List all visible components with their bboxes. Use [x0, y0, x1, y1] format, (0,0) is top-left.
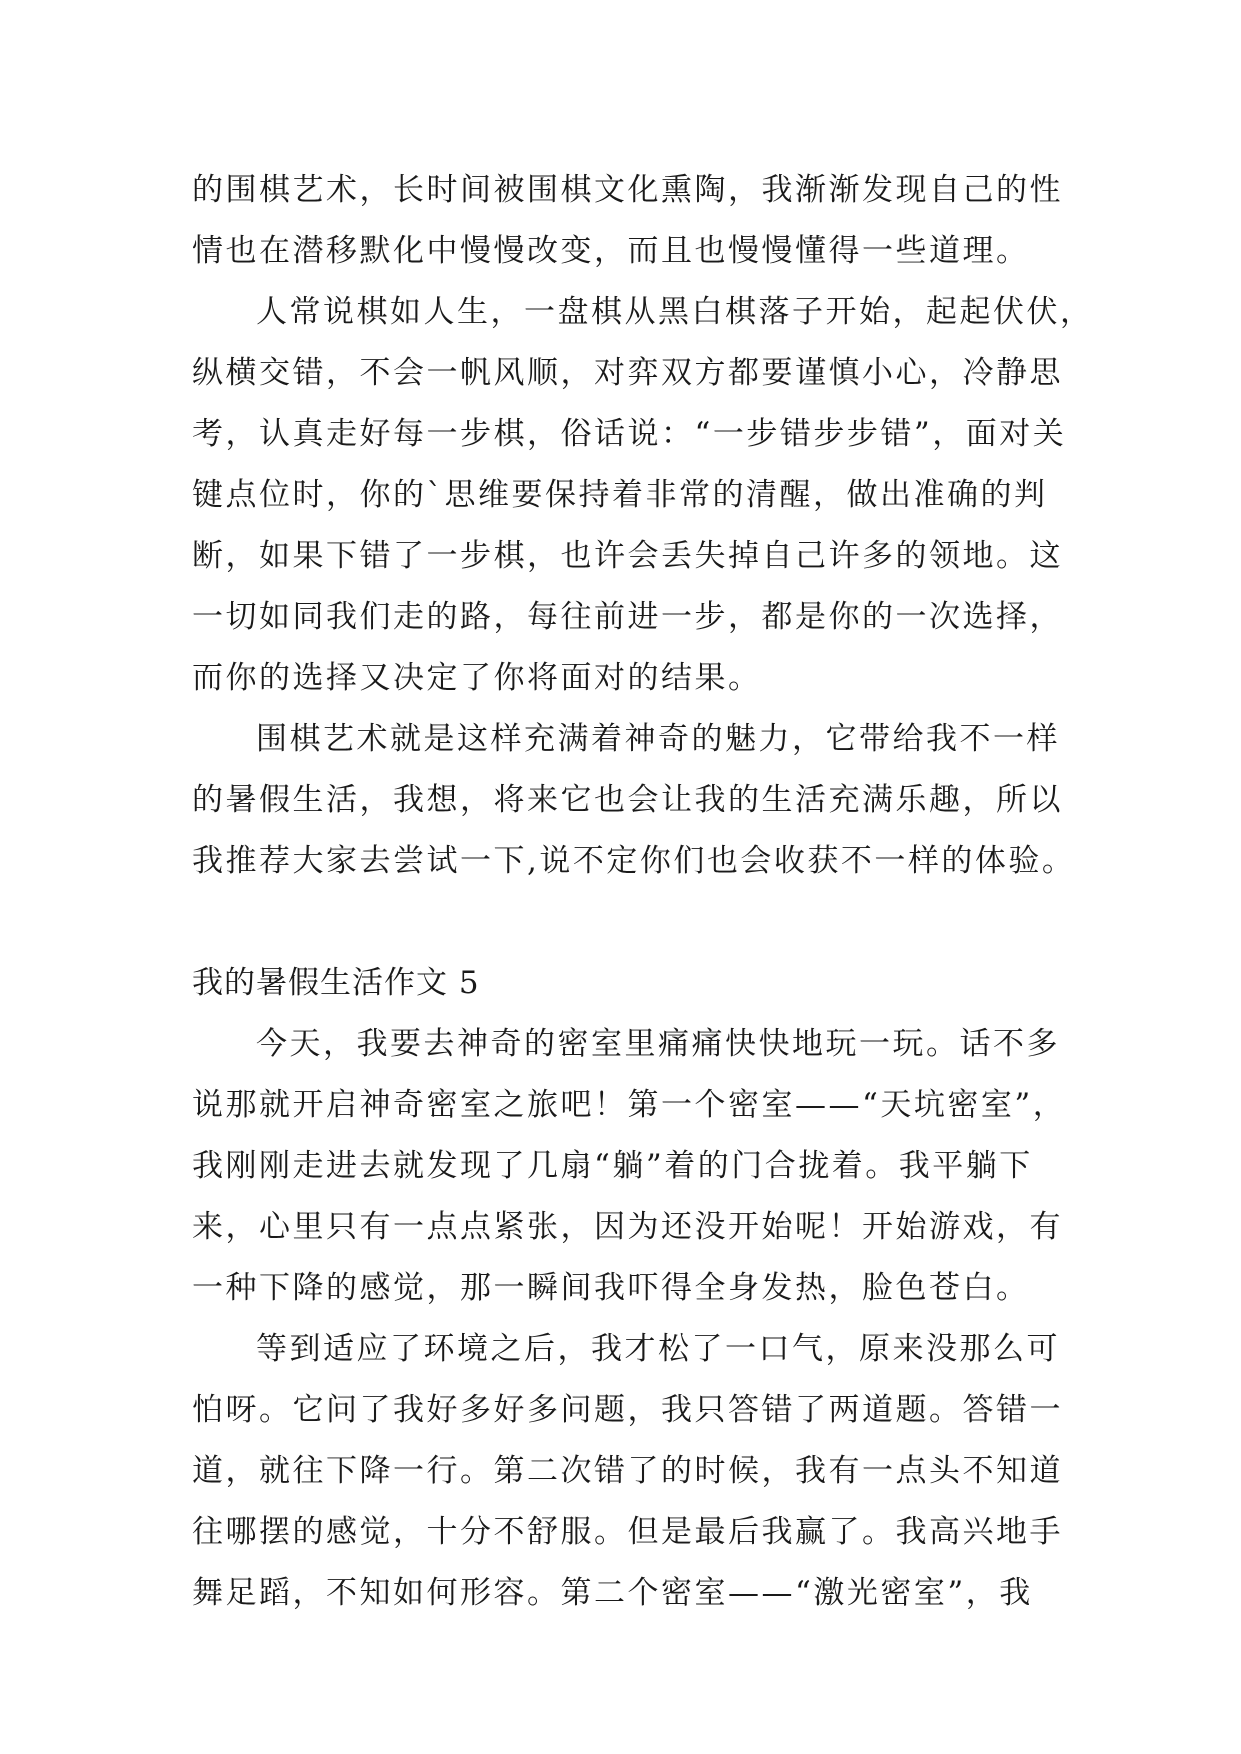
text-line: 怕呀。它问了我好多好多问题，我只答错了两道题。答错一 [192, 1392, 1063, 1428]
text-line: 道，就往下降一行。第二次错了的时候，我有一点头不知道 [192, 1453, 1063, 1489]
document-page [192, 160, 1094, 1624]
text-line: 键点位时，你的`思维要保持着非常的清醒，做出准确的判 [192, 477, 1048, 513]
text-line: 断，如果下错了一步棋，也许会丢失掉自己许多的领地。这 [192, 538, 1063, 574]
text-line: 舞足蹈，不知如何形容。第二个密室——“激光密室”，我 [192, 1575, 1033, 1611]
text-line: 来，心里只有一点点紧张，因为还没开始呢！开始游戏，有 [192, 1209, 1063, 1245]
text-line: 一切如同我们走的路，每往前进一步，都是你的一次选择， [192, 599, 1063, 635]
text-line: 情也在潜移默化中慢慢改变，而且也慢慢懂得一些道理。 [192, 233, 1030, 269]
text-line: 的围棋艺术，长时间被围棋文化熏陶，我渐渐发现自己的性 [192, 172, 1063, 208]
text-line: 一种下降的感觉，那一瞬间我吓得全身发热，脸色苍白。 [192, 1270, 1030, 1306]
text-line: 我刚刚走进去就发现了几扇“躺”着的门合拢着。我平躺下 [192, 1148, 1033, 1184]
paragraph [192, 282, 1094, 709]
text-line: 而你的选择又决定了你将面对的结果。 [192, 660, 762, 696]
text-line: 我推荐大家去尝试一下,说不定你们也会收获不一样的体验。 [192, 843, 1076, 879]
text-line: 的暑假生活，我想，将来它也会让我的生活充满乐趣，所以 [192, 782, 1063, 818]
text-line: 考，认真走好每一步棋，俗话说：“一步错步步错”，面对关 [192, 416, 1067, 452]
paragraph [192, 1319, 1062, 1624]
paragraph [192, 709, 1076, 892]
text-line: 说那就开启神奇密室之旅吧！第一个密室——“天坑密室”， [192, 1087, 1067, 1123]
text-line: 等到适应了环境之后，我才松了一口气，原来没那么可 [256, 1331, 1060, 1367]
text-line: 今天，我要去神奇的密室里痛痛快快地玩一玩。话不多 [256, 1026, 1060, 1062]
text-line: 往哪摆的感觉，十分不舒服。但是最后我赢了。我高兴地手 [192, 1514, 1063, 1550]
text-line: 人常说棋如人生，一盘棋从黑白棋落子开始，起起伏伏， [256, 294, 1094, 330]
text-line: 纵横交错，不会一帆风顺，对弈双方都要谨慎小心，冷静思 [192, 355, 1063, 391]
section-heading: 我的暑假生活作文 5 [192, 965, 480, 1001]
text-line: 围棋艺术就是这样充满着神奇的魅力，它带给我不一样 [256, 721, 1060, 757]
paragraph [192, 1014, 1067, 1319]
paragraph-continued [192, 160, 1062, 282]
section-gap [192, 892, 1062, 953]
